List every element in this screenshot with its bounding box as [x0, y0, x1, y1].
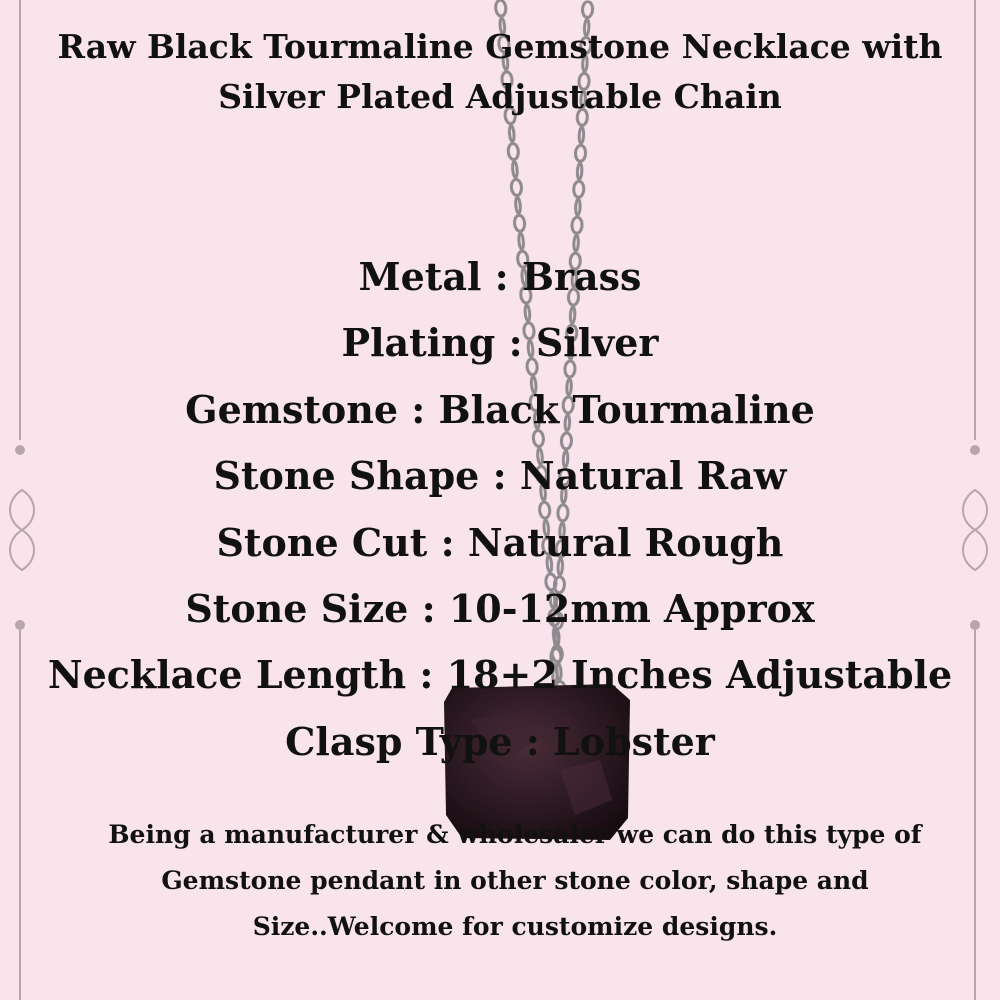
- product-title-line: Raw Black Tourmaline Gemstone Necklace with: [57, 27, 943, 66]
- spec-clasp-type: Clasp Type : Lobster: [285, 718, 715, 764]
- spec-stone-size: Stone Size : 10-12mm Approx: [185, 586, 815, 632]
- spec-necklace-length: Necklace Length : 18+2 Inches Adjustable: [47, 652, 953, 698]
- note-line: Being a manufacturer & wholesaler we can do this type of: [108, 820, 922, 849]
- product-title-line: Silver Plated Adjustable Chain: [218, 77, 782, 116]
- spec-list: [20, 244, 980, 775]
- spec-stone-shape: Stone Shape : Natural Raw: [213, 453, 787, 499]
- wholesale-note: [60, 812, 970, 950]
- spec-plating: Plating : Silver: [341, 320, 659, 366]
- spec-metal: Metal : Brass: [358, 254, 642, 299]
- note-line: Size..Welcome for customize designs.: [252, 912, 778, 941]
- note-line: Gemstone pendant in other stone color, shape and: [161, 866, 869, 895]
- spec-gemstone: Gemstone : Black Tourmaline: [185, 386, 815, 432]
- spec-stone-cut: Stone Cut : Natural Rough: [216, 519, 784, 565]
- product-title: [40, 22, 960, 122]
